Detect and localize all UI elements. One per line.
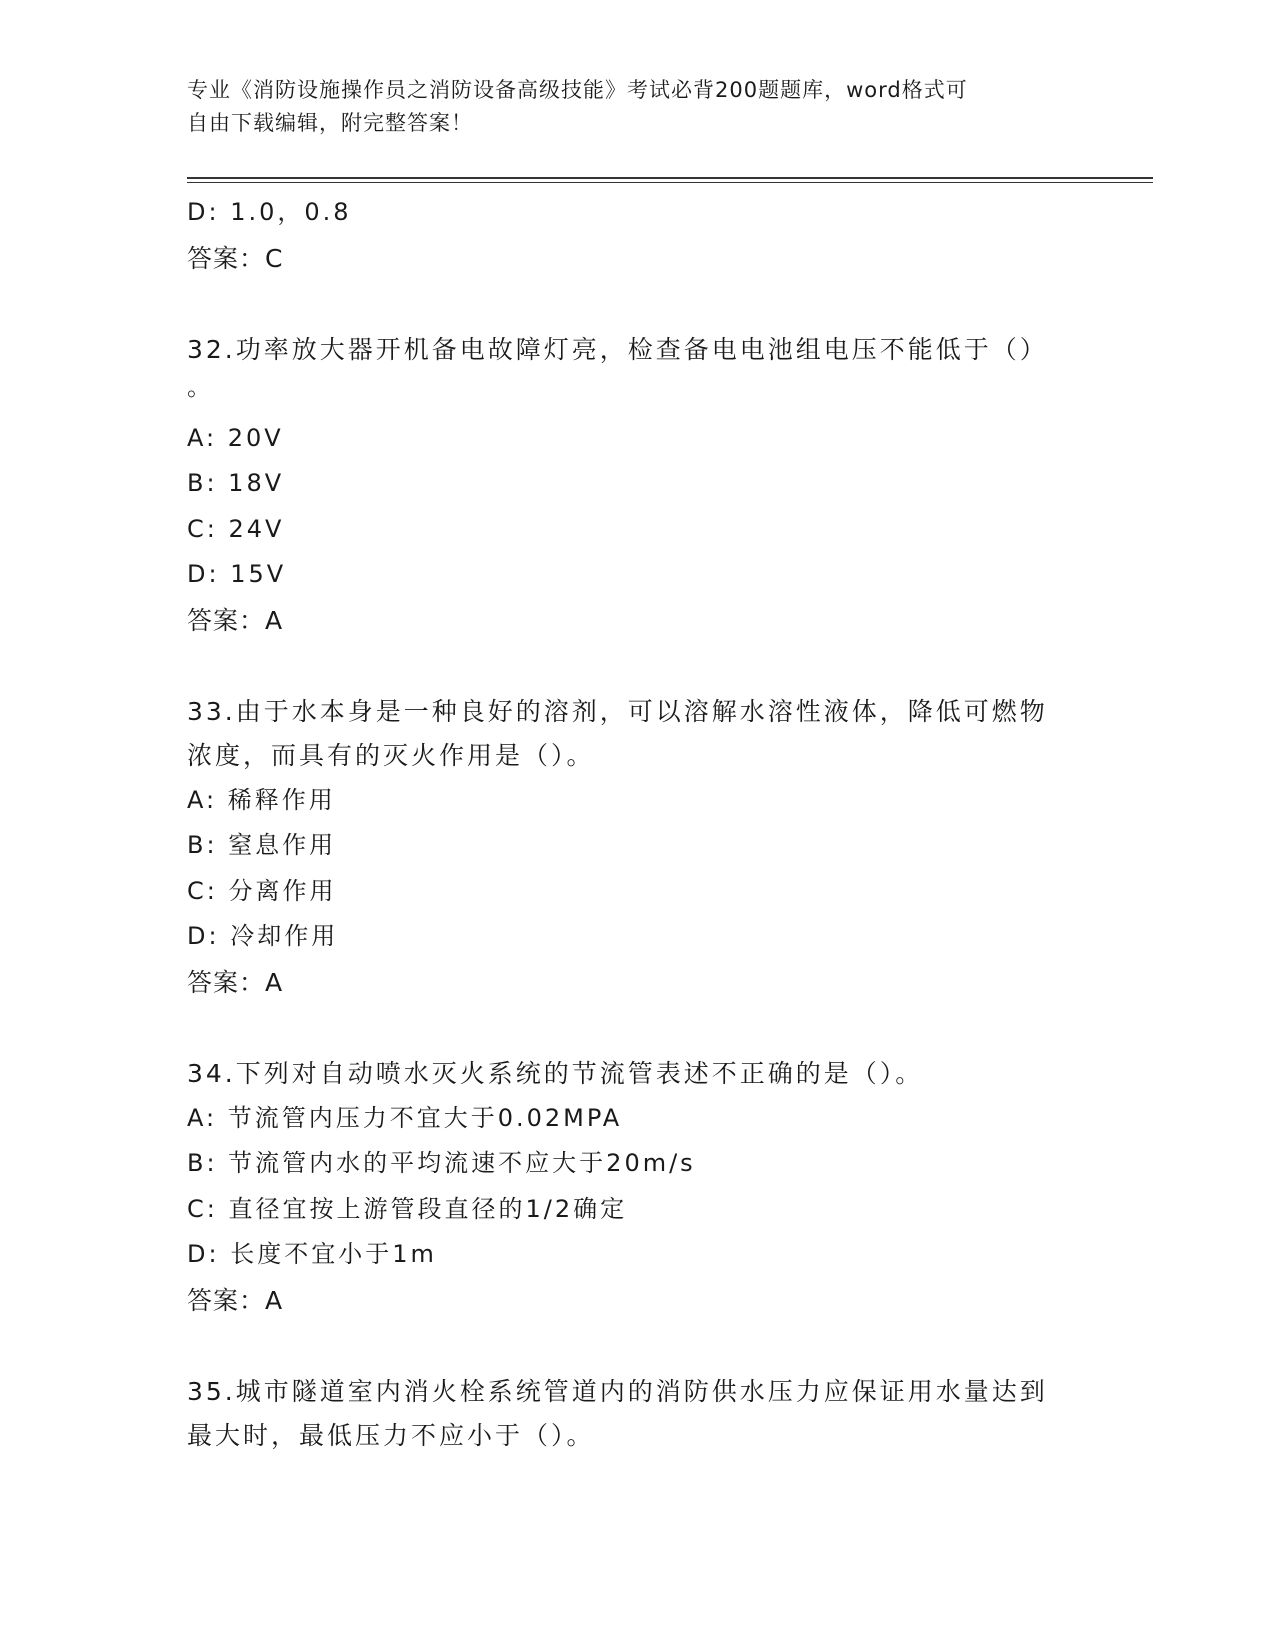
question-list	[187, 190, 1087, 1458]
question-stem-continued: 浓度，而具有的灭火作用是（）。	[187, 740, 595, 770]
question-stem: 34.下列对自动喷水灭火系统的节流管表述不正确的是（）。	[187, 1058, 924, 1088]
option-c: C: 分离作用	[187, 876, 337, 905]
question-32	[187, 328, 1087, 643]
option-d: D: 15V	[187, 560, 287, 588]
option-d: D: 冷却作用	[187, 922, 339, 950]
option-b: B: 窒息作用	[187, 831, 337, 859]
answer: 答案：A	[187, 1285, 284, 1315]
header-divider-thick	[187, 177, 1153, 179]
option-d: D: 长度不宜小于1m	[187, 1240, 437, 1268]
header-divider-thin	[187, 182, 1153, 183]
option-c: C: 24V	[187, 514, 285, 543]
question-stem-continued: 。	[187, 372, 214, 401]
question-31	[187, 190, 1087, 281]
question-stem: 35.城市隧道室内消火栓系统管道内的消防供水压力应保证用水量达到	[187, 1376, 1048, 1406]
question-stem: 33.由于水本身是一种良好的溶剂，可以溶解水溶性液体，降低可燃物	[187, 696, 1048, 726]
spacer	[187, 1005, 1087, 1052]
question-stem-continued: 最大时，最低压力不应小于（）。	[187, 1420, 595, 1450]
spacer	[187, 281, 1087, 328]
question-stem: 32.功率放大器开机备电故障灯亮，检查备电电池组电压不能低于（）	[187, 334, 1048, 364]
answer: 答案：C	[187, 243, 284, 273]
spacer	[187, 1323, 1087, 1370]
answer: 答案：A	[187, 605, 284, 635]
option-b: B: 节流管内水的平均流速不应大于20m/s	[187, 1149, 696, 1177]
option-a: A: 节流管内压力不宜大于0.02MPA	[187, 1103, 623, 1132]
header-line-1: 专业《消防设施操作员之消防设备高级技能》考试必背200题题库，word格式可	[187, 78, 968, 102]
option-c: C: 直径宜按上游管段直径的1/2确定	[187, 1194, 628, 1223]
question-33	[187, 690, 1087, 1005]
answer: 答案：A	[187, 967, 284, 997]
option-d: D: 1.0，0.8	[187, 198, 352, 226]
option-a: A: 稀释作用	[187, 785, 336, 814]
header-line-2: 自由下载编辑，附完整答案！	[187, 111, 473, 135]
option-b: B: 18V	[187, 469, 285, 497]
spacer	[187, 643, 1087, 690]
option-a: A: 20V	[187, 423, 284, 452]
document-header	[187, 74, 1067, 140]
question-35	[187, 1370, 1087, 1458]
question-34	[187, 1052, 1087, 1323]
